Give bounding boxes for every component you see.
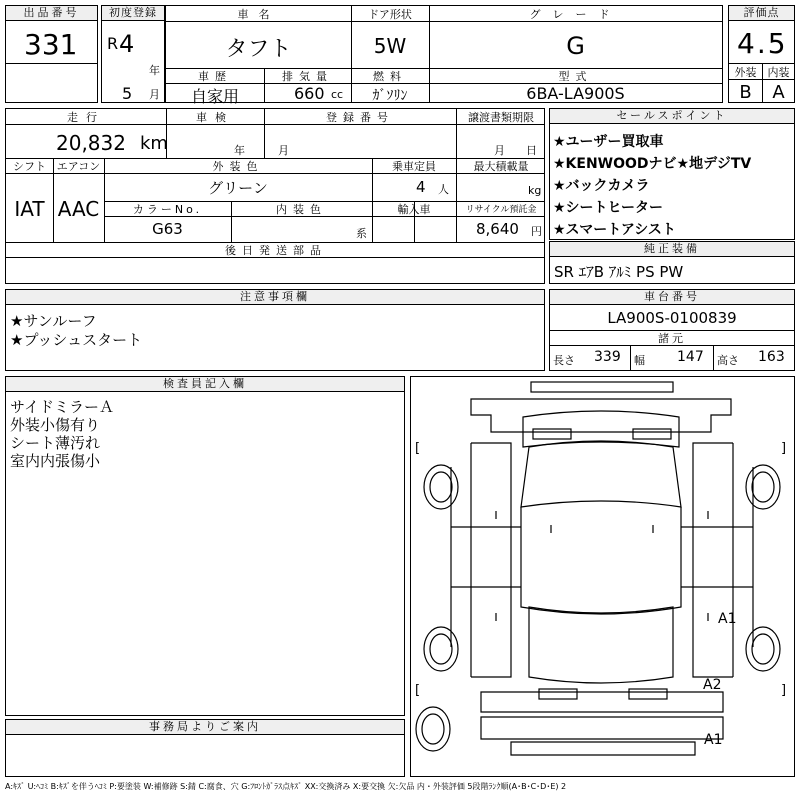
shift: IAT: [14, 197, 45, 221]
history: 自家用: [190, 87, 239, 106]
color-label: 外装色: [212, 160, 264, 173]
inspector-label: 検査員記入欄: [6, 377, 404, 392]
inspector-line-3: シート薄汚れ: [10, 434, 101, 452]
inspector-line-2: 外装小傷有り: [10, 416, 101, 434]
score-box: [728, 5, 795, 103]
first-reg-label: 初度登録: [102, 6, 164, 21]
equipment-label: 純正装備: [550, 242, 794, 257]
intcolor-label: 内装色: [276, 203, 327, 216]
score-label: 評価点: [729, 6, 794, 21]
history-label: 車歴: [198, 70, 232, 83]
insp-month-unit: 月: [278, 144, 289, 157]
int-label: 内装: [767, 66, 790, 79]
chassis-label: 車台番号: [550, 290, 794, 305]
inspector-line-4: 室内内張傷小: [10, 452, 101, 470]
car-diagram: [410, 376, 795, 777]
door-type: 5W: [373, 34, 407, 58]
grade-label: グレード: [529, 8, 622, 21]
sales-point-4: ★シートヒーター: [553, 200, 663, 216]
fuel: ｶﾞｿﾘﾝ: [372, 88, 408, 104]
import-label: 輸入車: [397, 203, 431, 216]
bracket-left-bottom: [: [415, 683, 421, 698]
office-label: 事務局よりご案内: [6, 720, 404, 735]
shift-label: シフト: [13, 160, 46, 173]
capacity-unit: 人: [438, 183, 449, 196]
lot-label: 出品番号: [6, 6, 97, 21]
damage-mark-1: A1: [718, 611, 737, 627]
note-line-2: ★プッシュスタート: [10, 331, 143, 349]
year-unit: 年: [149, 64, 160, 77]
month-unit: 月: [149, 88, 160, 101]
inspection-label: 車検: [196, 111, 234, 124]
sales-label: セールスポイント: [550, 109, 794, 124]
displacement: 660: [294, 84, 325, 103]
transfer-day-unit: 日: [526, 144, 537, 157]
score: 4.5: [737, 27, 788, 60]
intcolor-unit: 系: [356, 227, 367, 240]
notes-label: 注意事項欄: [6, 290, 544, 305]
damage-mark-2: A2: [703, 677, 722, 693]
car-name-label: 車名: [237, 8, 280, 21]
bracket-left-top: [: [415, 441, 421, 456]
chassis-number: LA900S-0100839: [607, 309, 737, 327]
color: グリーン: [208, 179, 268, 197]
capacity-label: 乗車定員: [392, 160, 436, 173]
inspector-box: [5, 376, 405, 716]
lot-number: 331: [24, 28, 78, 61]
capacity: 4: [416, 178, 426, 196]
disp-unit: cc: [331, 88, 344, 101]
width-label: 幅: [634, 354, 645, 367]
note-line-1: ★サンルーフ: [10, 312, 97, 330]
sales-point-5: ★スマートアシスト: [553, 222, 676, 238]
door-label: ドア形状: [368, 8, 412, 21]
reg-year: 4: [119, 30, 135, 58]
office-box: [5, 719, 405, 777]
regno-label: 登録番号: [326, 111, 394, 124]
mileage: 20,832: [56, 131, 126, 155]
specs-label: 諸元: [658, 332, 686, 345]
model-label: 型式: [558, 70, 593, 83]
insp-year-unit: 年: [234, 144, 245, 157]
int-grade: A: [772, 82, 785, 103]
info-table: [5, 108, 545, 284]
recycle-unit: 円: [531, 225, 542, 238]
equipment: SR ｴｱB ｱﾙﾐ PS PW: [554, 263, 684, 281]
ac: AAC: [57, 197, 100, 221]
height-label: 高さ: [717, 354, 739, 367]
load-label: 最大積載量: [473, 160, 529, 173]
mileage-label: 走行: [67, 111, 105, 124]
car-outline-diagram: [411, 377, 794, 776]
notes-box: [5, 289, 545, 371]
mileage-unit: km: [140, 133, 168, 154]
ext-grade: B: [739, 82, 752, 103]
main-header-box: [165, 5, 723, 106]
inspector-line-1: サイドミラーＡ: [10, 398, 114, 416]
length-label: 長さ: [553, 354, 575, 367]
lot-box: [5, 5, 98, 103]
car-name: タフト: [225, 37, 292, 62]
first-reg-box: [101, 5, 165, 103]
disp-label: 排気量: [282, 70, 333, 83]
height: 163: [758, 349, 785, 365]
colorno-label: カラーNo.: [132, 203, 203, 216]
legend: A:ｷｽﾞ U:ﾍｺﾐ B:ｷｽﾞを伴うﾍｺﾐ P:要塗装 W:補修跡 S:錆 C:腐食、穴 G:ﾌﾛﾝﾄｶﾞﾗｽ点ｷｽﾞ XX:交換済み X:要交換 欠:欠品 内・外装評価 5段階ﾗﾝｸ順(A･B･C･D･E) 2: [5, 782, 567, 791]
colorno: G63: [152, 220, 183, 238]
bracket-right-top: ]: [781, 441, 787, 456]
load-unit: kg: [528, 184, 542, 197]
reg-month: 5: [122, 84, 133, 103]
ac-label: エアコン: [56, 160, 101, 173]
later-parts-label: 後日発送部品: [225, 244, 327, 257]
equipment-box: [549, 241, 795, 284]
transfer-label: 譲渡書類期限: [468, 111, 534, 124]
damage-mark-3: A1: [704, 732, 723, 748]
era: R: [107, 34, 119, 53]
recycle: 8,640: [476, 220, 519, 238]
fuel-label: 燃料: [373, 70, 407, 83]
length: 339: [594, 349, 621, 365]
sales-point-1: ★ユーザー買取車: [553, 134, 664, 150]
model: 6BA-LA900S: [526, 84, 625, 103]
sales-point-2: ★KENWOODナビ★地デジTV: [553, 156, 752, 172]
recycle-label: リサイクル預託金: [465, 205, 537, 215]
transfer-month-unit: 月: [494, 144, 505, 157]
chassis-box: [549, 289, 795, 371]
width: 147: [677, 349, 704, 365]
bracket-right-bottom: ]: [781, 683, 787, 698]
sales-box: [549, 108, 795, 240]
ext-label: 外装: [734, 66, 757, 79]
grade: G: [566, 32, 585, 60]
sales-point-3: ★バックカメラ: [553, 178, 650, 194]
